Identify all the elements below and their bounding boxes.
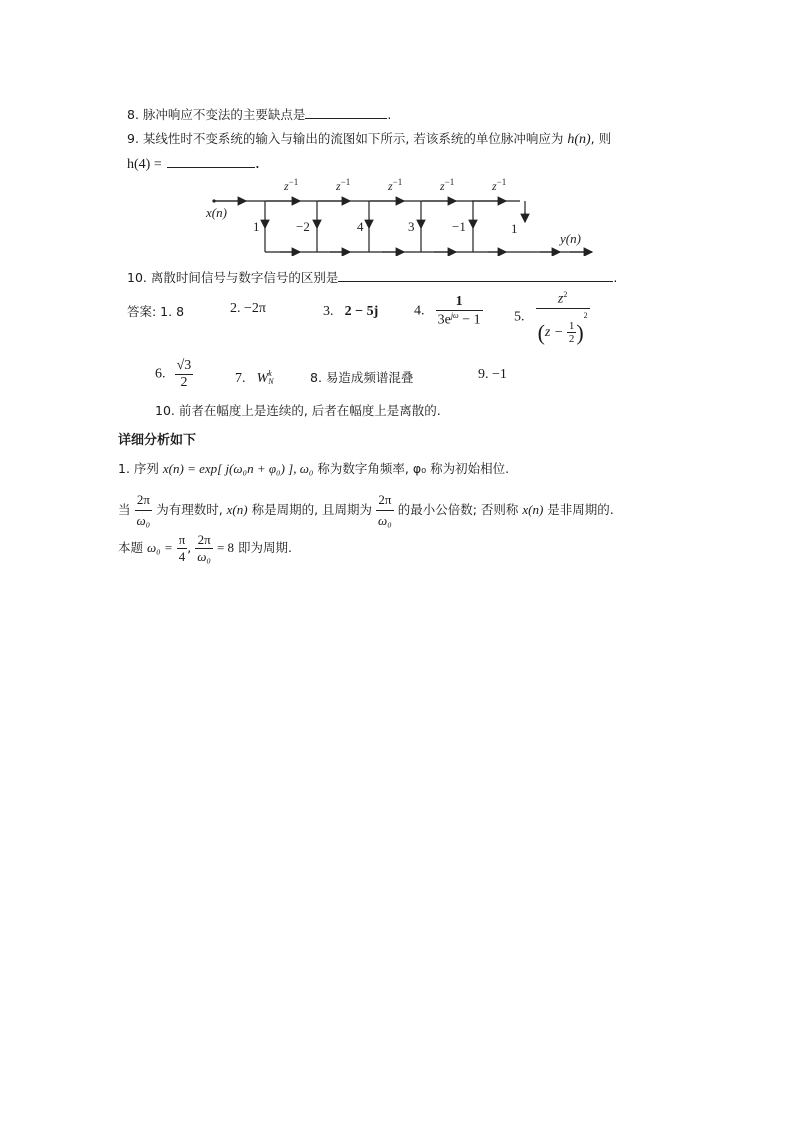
- half-bottom: 2: [568, 332, 575, 345]
- answer-8: 8. 易造成频谱混叠: [310, 370, 414, 385]
- answer-4-top: 1: [455, 294, 463, 309]
- answer-6-num: 6.: [155, 366, 166, 382]
- question-9-h4: h(4) = .: [127, 153, 260, 172]
- sequence-formula: x(n) = exp[ j(ω₀n + φ₀) ]: [162, 461, 294, 476]
- answer-5-num: 5.: [514, 309, 525, 325]
- answer-4-num: 4.: [414, 303, 425, 319]
- frac-bottom: ω₀: [135, 510, 153, 531]
- analysis-line-2: [118, 490, 614, 531]
- half-top: 1: [568, 319, 575, 332]
- answer-5-bottom-z: z −: [544, 324, 564, 340]
- frac-top: 2π: [378, 492, 392, 507]
- answer-7-W: W: [256, 371, 269, 386]
- flow-diagram: [200, 176, 600, 256]
- gain-label-0: 1: [253, 219, 260, 234]
- question-9: [127, 129, 611, 148]
- paren-left: (: [537, 319, 545, 345]
- l2-c: 称是周期的, 且周期为: [251, 502, 373, 517]
- frac-top: π: [178, 532, 186, 547]
- l2-b: 为有理数时,: [156, 502, 223, 517]
- equals-8: = 8: [216, 540, 235, 555]
- l1-a: 称为数字角频率, φ₀: [313, 461, 427, 476]
- gain-label-4: −1: [452, 219, 466, 234]
- frac-top: 2π: [197, 532, 211, 547]
- output-label: y(n): [560, 231, 581, 246]
- pi-over-4: [177, 532, 188, 565]
- answer-3-num: 3.: [323, 304, 334, 319]
- answer-4-base: 3e: [437, 312, 451, 328]
- answer-5-fraction: [536, 290, 590, 345]
- answer-5: [514, 290, 590, 345]
- l2-a: 当: [118, 502, 131, 517]
- answer-4-fraction: [436, 294, 483, 329]
- answer-blank: [167, 155, 255, 168]
- answer-2: 2. −2π: [230, 301, 266, 316]
- l2-d: 的最小公倍数; 否则称: [397, 502, 519, 517]
- question-9-then: , 则: [590, 131, 612, 146]
- answer-3-value: 2 − 5j: [344, 304, 379, 319]
- h4-label: h(4) =: [127, 157, 162, 172]
- question-10-text: 10. 离散时间信号与数字信号的区别是: [127, 270, 339, 285]
- delay-label-2: $z^{-1}$: [336, 177, 351, 193]
- analysis-line-1: [118, 459, 509, 477]
- omega0-symbol: , ω₀: [293, 461, 314, 476]
- delay-label-4: $z^{-1}$: [440, 177, 455, 193]
- question-10: 10. 离散时间信号与数字信号的区别是 .: [127, 270, 618, 285]
- analysis-heading: 详细分析如下: [118, 433, 197, 448]
- answer-7-num: 7.: [235, 371, 246, 386]
- question-8: 8. 脉冲响应不变法的主要缺点是 .: [127, 107, 392, 122]
- delay-label-5: $z^{-1}$: [492, 177, 507, 193]
- l1-pre: 1. 序列: [118, 461, 159, 476]
- l3-a: 本题: [118, 540, 144, 555]
- answer-4-tail: − 1: [458, 312, 481, 328]
- frac-bottom: ω₀: [376, 510, 394, 531]
- delay-label-1: $z^{-1}$: [284, 177, 299, 193]
- answer-10: 10. 前者在幅度上是连续的, 后者在幅度上是离散的.: [155, 403, 441, 418]
- answer-4-exp: jω: [450, 311, 459, 320]
- impulse-response-symbol: h(n): [567, 132, 591, 147]
- answer-6: [155, 358, 193, 391]
- omega0-eq: ω₀ =: [147, 540, 173, 555]
- answer-5-exp: 2: [583, 310, 588, 320]
- answer-7: [235, 367, 274, 387]
- input-label: x(n): [206, 205, 227, 220]
- answer-6-top: √3: [176, 358, 192, 373]
- paren-right: ): [576, 319, 584, 345]
- answer-7-sup: k: [268, 368, 272, 378]
- answer-blank: [338, 269, 613, 282]
- frac-bottom: ω₀: [197, 549, 211, 564]
- answer-blank: [305, 106, 387, 119]
- gain-label-5: 1: [511, 221, 518, 236]
- answer-5-bottom: [536, 308, 590, 346]
- frac-top: 2π: [136, 492, 150, 507]
- gain-label-2: 4: [357, 219, 364, 234]
- answer-6-bottom: 2: [175, 374, 194, 391]
- delay-labels: [283, 177, 506, 193]
- answer-4-bottom: [436, 310, 483, 329]
- two-pi-over-omega-1: [135, 490, 153, 531]
- answer-7-sub: N: [268, 376, 274, 386]
- answer-5-top-exp: 2: [563, 290, 568, 299]
- frac-bottom: 4: [177, 548, 188, 565]
- answer-4: [414, 294, 483, 329]
- answer-9: 9. −1: [478, 367, 507, 382]
- two-pi-over-omega-2: [376, 490, 394, 531]
- answer-5-top: [536, 290, 590, 308]
- answer-5-z: z: [557, 291, 564, 307]
- answer-6-fraction: [175, 358, 194, 391]
- gain-label-3: 3: [408, 219, 415, 234]
- delay-label-3: $z^{-1}$: [388, 177, 403, 193]
- l1-b: 称为初始相位.: [426, 461, 510, 476]
- question-8-text: 8. 脉冲响应不变法的主要缺点是: [127, 107, 306, 122]
- two-pi-over-omega-3: [195, 532, 213, 565]
- answers-label: 答案: 1. 8: [127, 304, 185, 319]
- answer-5-half: [567, 320, 577, 345]
- answer-3: [323, 300, 378, 320]
- x-n-1: x(n): [226, 502, 248, 517]
- gain-label-1: −2: [296, 219, 310, 234]
- gain-labels: [253, 219, 518, 236]
- analysis-line-3: 本题 ω₀ = $\frac{\pi}{4}$ , $\frac{2\pi}{\text{ω₀}}$ = 8 即为周期.: [118, 532, 292, 564]
- l2-e: 是非周期的.: [547, 502, 614, 517]
- x-n-2: x(n): [522, 502, 544, 517]
- question-9-text: 9. 某线性时不变系统的输入与输出的流图如下所示, 若该系统的单位脉冲响应为: [127, 131, 564, 146]
- l3-b: 即为周期.: [238, 540, 292, 555]
- answer-7-indices: [268, 370, 273, 386]
